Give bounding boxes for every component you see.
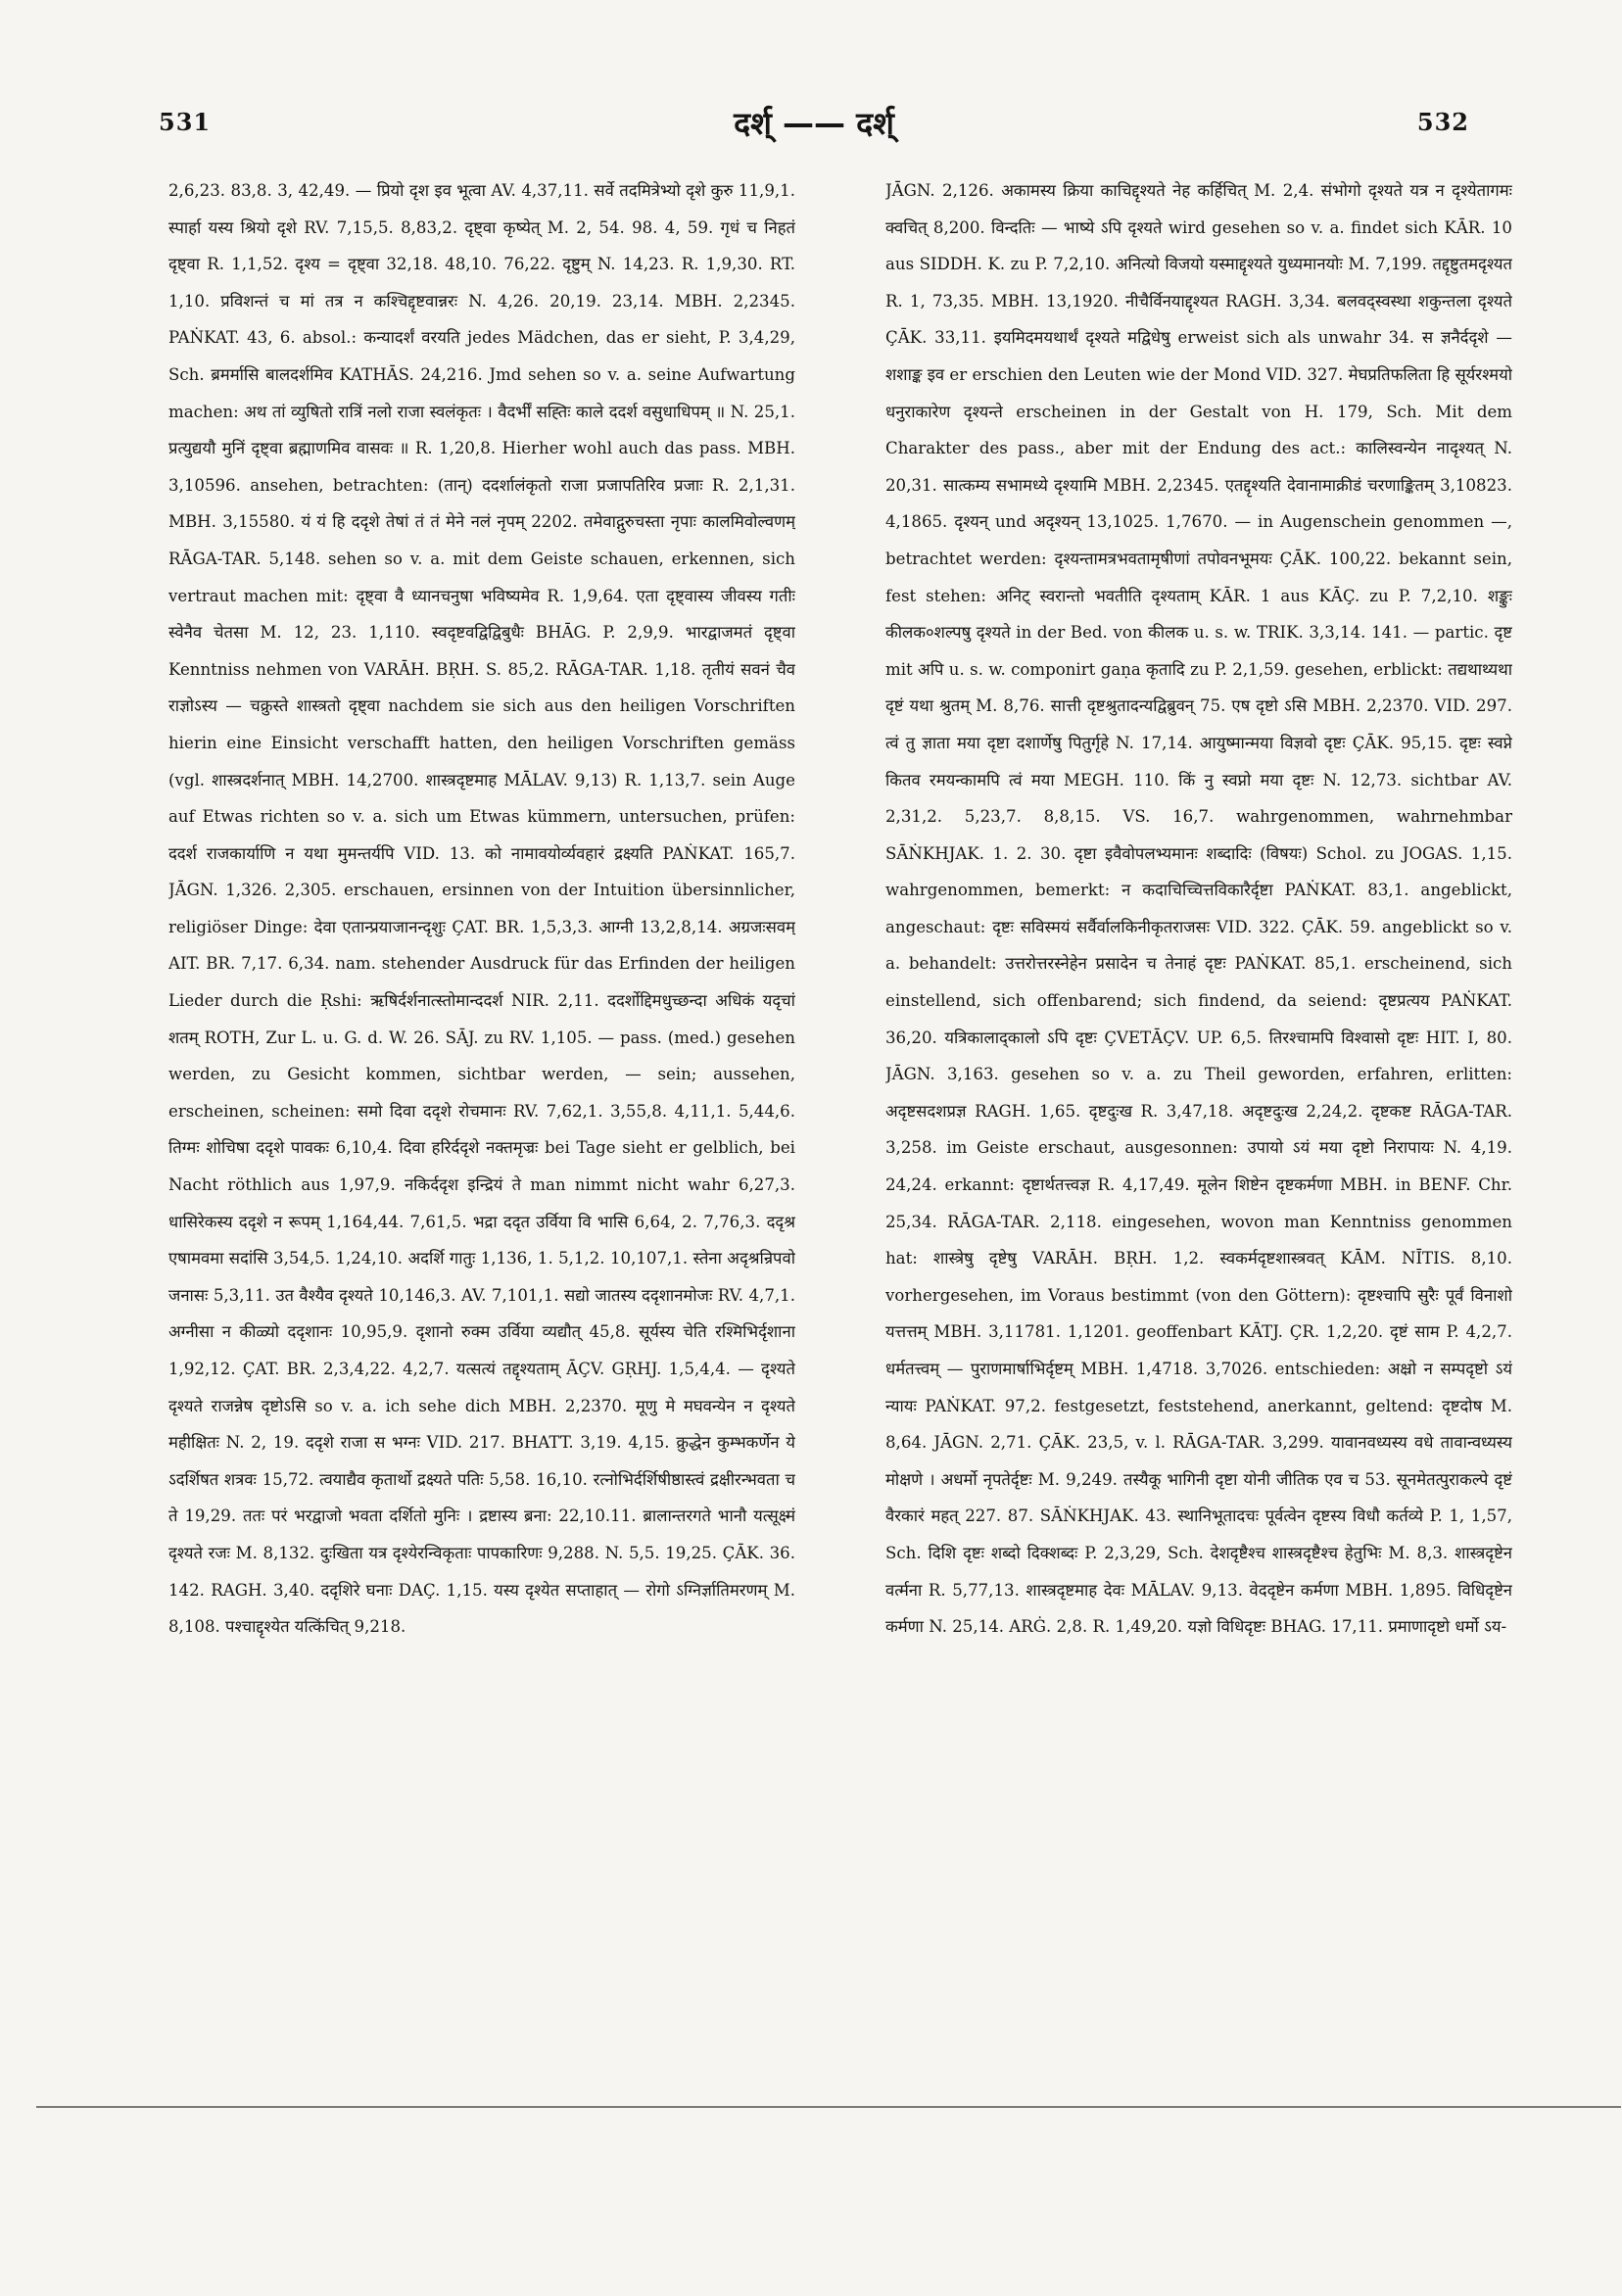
running-head: दर्श् —— दर्श् <box>734 105 894 142</box>
footer-rule <box>36 2106 1621 2108</box>
page-number-left: 531 <box>159 108 212 136</box>
left-column-text: 2,6,23. 83,8. 3, 42,49. — प्रियो दृश इव भूत्वा AV. 4,37,11. सर्वे तदमित्रेभ्यो दृशे कुरु 11,9,1. स्पार्हा यस्य श्रियो दृशे RV. 7,15,5. 8,83,2. दृष्ट्वा कृष्येत् M. 2, 54. 98. 4, 59. गृधं च निहतं दृष्ट्वा R. 1,1,52. दृश्य = दृष्ट्वा 32,18. 48,10. 76,22. दृष्टुम् N. 14,23. R. 1,9,30. RT. 1,10. प्रविशन्तं च मां तत्र न कश्चिद्दृष्टवान्नरः N. 4,26. 20,19. 23,14. MBH. 2,2345. PAṄKAT. 43, 6. absol.: कन्यादर्शं वरयति jedes Mädchen, das er sieht, P. 3,4,29, Sch. ब्रमर्मासि बालदर्शमिव KATHĀS. 24,216. Jmd sehen so v. a. seine Aufwartung machen: अथ तां व्युषितो रात्रिं नलो राजा स्वलंकृतः । वैदर्भीं सह्तिः काले ददर्श वसुधाधिपम् ॥ N. 25,1. प्रत्युद्ययौ मुनिं दृष्ट्वा ब्रह्माणमिव वासवः ॥ R. 1,20,8. Hierher wohl auch das pass. MBH. 3,10596. ansehen, betrachten: (तान्) ददर्शालंकृतो राजा प्रजापतिरिव प्रजाः R. 2,1,31. MBH. 3,15580. यं यं हि ददृशे तेषां तं तं मेने नलं नृपम् 2202. तमेवाद्गुरुचस्ता नृपाः कालमिवोल्वणम् RĀGA-TAR. 5,148. sehen so v. a. mit dem Geiste schauen, erkennen, sich vertraut machen mit: दृष्ट्वा वै ध्यानचनुषा भविष्यमेव R. 1,9,64. एता दृष्ट्वास्य जीवस्य गतीः स्वेनैव चेतसा M. 12, 23. 1,110. स्वदृष्टवद्विद्विबुधैः BHĀG. P. 2,9,9. भारद्वाजमतं दृष्ट्वा Kenntniss nehmen von VARĀH. BṚH. S. 85,2. RĀGA-TAR. 1,18. तृतीयं सवनं चैव राज्ञोऽस्य — चक्रुस्ते शास्त्रतो दृष्ट्वा nachdem sie sich aus den heiligen Vorschriften hierin eine Einsicht verschafft hatten, den heiligen Vorschriften gemäss (vgl. शास्त्रदर्शनात् MBH. 14,2700. शास्त्रदृष्टमाह MĀLAV. 9,13) R. 1,13,7. sein Auge auf Etwas richten so v. a. sich um Etwas kümmern, untersuchen, prüfen: ददर्श राजकार्याणि न यथा मुमन्तर्यपि VID. 13. को नामावयोर्व्यवहारं द्रक्ष्यति PAṄKAT. 165,7. JĀGN. 1,326. 2,305. erschauen, ersinnen von der Intuition übersinnlicher, religiöser Dinge: देवा एतान्प्रयाजानन्दृशुः ÇAT. BR. 1,5,3,3. आग्नी 13,2,8,14. अग्रजःसवम् AIT. BR. 7,17. 6,34. nam. stehender Ausdruck für das Erfinden der heiligen Lieder durch die Ṛshi: ऋषिर्दर्शनात्स्तोमान्ददर्श NIR. 2,11. ददर्शोद्दिमधुच्छन्दा अधिकं यदृचां शतम् ROTH, Zur L. u. G. d. W. 26. SĀJ. zu RV. 1,105. — pass. (med.) gesehen werden, zu Gesicht kommen, sichtbar werden, — sein; aussehen, erscheinen, scheinen: समो दिवा ददृशे रोचमानः RV. 7,62,1. 3,55,8. 4,11,1. 5,44,6. तिग्मः शोचिषा ददृशे पावकः 6,10,4. दिवा हरिर्ददृशे नक्तमृज्रः bei Tage sieht er gelblich, bei Nacht röthlich aus 1,97,9. नकिर्ददृश इन्द्रियं ते man nimmt nicht wahr 6,27,3. धासिरेकस्य ददृशे न रूपम् 1,164,44. 7,61,5. भद्रा ददृत उर्विया वि भासि 6,64, 2. 7,76,3. ददृश्र एषामवमा सदांसि 3,54,5. 1,24,10. अदर्शि गातुः 1,136, 1. 5,1,2. 10,107,1. स्तेना अदृश्रन्रिपवो जनासः 5,3,11. उत वैश्यैव दृश्यते 10,146,3. AV. 7,101,1. सद्यो जातस्य ददृशानमोजः RV. 4,7,1. अग्नीसा न कीळ्यो ददृशानः 10,95,9. दृशानो रुक्म उर्विया व्यद्यौत् 45,8. सूर्यस्य चेति रश्मिभिर्दृशाना 1,92,12. ÇAT. BR. 2,3,4,22. 4,2,7. यत्सत्यं तद्दृश्यताम् ĀÇV. GṚHJ. 1,5,4,4. — दृश्यते दृश्यते राजन्नेष दृष्टोऽसि so v. a. ich sehe dich MBH. 2,2370. मूणु मे मघवन्येन न दृश्यते महीक्षितः N. 2, 19. ददृशे राजा स भग्नः VID. 217. BHATT. 3,19. 4,15. क्रुद्धेन कुम्भकर्णेन ये ऽदर्शिषत शत्रवः 15,72. त्वयाद्यैव कृतार्थो द्रक्ष्यते पतिः 5,58. 16,10. रत्नोभिर्दर्शिषीष्ठास्त्वं द्रक्षीरन्भवता च ते 19,29. ततः परं भरद्वाजो भवता दर्शितो मुनिः । द्रष्टास्य ब्रना: 22,10.11. ब्रालान्तरगते भानौ यत्सूक्ष्मं दृश्यते रजः M. 8,132. दुःखिता यत्र दृश्येरन्विकृताः पापकारिणः 9,288. N. 5,5. 19,25. ÇĀK. 36. 142. RAGH. 3,40. ददृशिरे घनाः DAÇ. 1,15. यस्य दृश्येत सप्ताहात् — रोगो ऽग्निर्ज्ञातिमरणम् M. 8,108. पश्चाद्दृश्येत यत्किंचित् 9,218. <box>168 181 795 1637</box>
page-header <box>159 102 1469 145</box>
right-column-text: JĀGN. 2,126. अकामस्य क्रिया काचिद्दृश्यते नेह कर्हिचित् M. 2,4. संभोगो दृश्यते यत्र न दृश्येतागमः क्वचित् 8,200. विन्दतिः — भाष्ये ऽपि दृश्यते wird gesehen so v. a. findet sich KĀR. 10 aus SIDDH. K. zu P. 7,2,10. अनित्यो विजयो यस्माद्दृश्यते युध्यमानयोः M. 7,199. तद्दृष्टुतमदृश्यत R. 1, 73,35. MBH. 13,1920. नीचैर्विनयाद्दृश्यत RAGH. 3,34. बलवद्स्वस्था शकुन्तला दृश्यते ÇĀK. 33,11. इयमिदमयथार्थं दृश्यते मद्विधेषु erweist sich als unwahr 34. स ज्ञनैर्ददृशे — शशाङ्क इव er erschien den Leuten wie der Mond VID. 327. मेघप्रतिफलिता हि सूर्यरश्मयो धनुराकारेण दृश्यन्ते erscheinen in der Gestalt von H. 179, Sch. Mit dem Charakter des pass., aber mit der Endung des act.: कालिस्वन्येन नादृश्यत् N. 20,31. सात्कम्य सभामध्ये दृश्यामि MBH. 2,2345. एतद्दृश्यति देवानामाक्रीडं चरणाङ्कितम् 3,10823. 4,1865. दृश्यन् und अदृश्यन् 13,1025. 1,7670. — in Augenschein genommen —, betrachtet werden: दृश्यन्तामत्रभवतामृषीणां तपोवनभूमयः ÇĀK. 100,22. bekannt sein, fest stehen: अनिट् स्वरान्तो भवतीति दृश्यताम् KĀR. 1 aus KĀÇ. zu P. 7,2,10. शङ्कुः कीलक०शल्पषु दृश्यते in der Bed. von कीलक u. s. w. TRIK. 3,3,14. 141. — partic. दृष्ट mit अपि u. s. w. componirt gaṇa कृतादि zu P. 2,1,59. gesehen, erblickt: तद्यथाथ्यथा दृष्टं यथा श्रुतम् M. 8,76. सात्ती दृष्टश्रुतादन्यद्विब्रुवन् 75. एष दृष्टो ऽसि MBH. 2,2370. VID. 297. त्वं तु ज्ञाता मया दृष्टा दशार्णेषु पितुर्गृहे N. 17,14. आयुष्मान्मया विज्ञवो दृष्टः ÇĀK. 95,15. दृष्टः स्वप्ने कितव रमयन्कामपि त्वं मया MEGH. 110. किं नु स्वप्नो मया दृष्टः N. 12,73. sichtbar AV. 2,31,2. 5,23,7. 8,8,15. VS. 16,7. wahrgenommen, wahrnehmbar SĀṄKHJAK. 1. 2. 30. दृष्टा इवैवोपलभ्यमानः शब्दादिः (विषयः) Schol. zu JOGAS. 1,15. wahrgenommen, bemerkt: न कदाचिच्चित्तविकारैर्दृष्टा PAṄKAT. 83,1. angeblickt, angeschaut: दृष्टः सविस्मयं सर्वैर्वालकिनीकृतराजसः VID. 322. ÇĀK. 59. angeblickt so v. a. behandelt: उत्तरोत्तरस्नेहेन प्रसादेन च तेनाहं दृष्टः PAṄKAT. 85,1. erscheinend, sich einstellend, sich offenbarend; sich findend, da seiend: दृष्टप्रत्यय PAṄKAT. 36,20. यत्रिकालाद्कालो ऽपि दृष्टः ÇVETĀÇV. UP. 6,5. तिरश्चामपि विश्वासो दृष्टः HIT. I, 80. JĀGN. 3,163. gesehen so v. a. zu Theil geworden, erfahren, erlitten: अदृष्टसदशप्रज्ञ RAGH. 1,65. दृष्टदुःख R. 3,47,18. अदृष्टदुःख 2,24,2. दृष्टकष्ट RĀGA-TAR. 3,258. im Geiste erschaut, ausgesonnen: उपायो ऽयं मया दृष्टो निरापायः N. 4,19. 24,24. erkannt: दृष्टार्थतत्त्वज्ञ R. 4,17,49. मूलेन शिष्टेन दृष्टकर्मणा MBH. in BENF. Chr. 25,34. RĀGA-TAR. 2,118. eingesehen, wovon man Kenntniss genommen hat: शास्त्रेषु दृष्टेषु VARĀH. BṚH. 1,2. स्वकर्मदृष्टशास्त्रवत् KĀM. NĪTIS. 8,10. vorhergesehen, im Voraus bestimmt (von den Göttern): दृष्टश्चापि सुरैः पूर्वं विनाशो यत्तत्तम् MBH. 3,11781. 1,1201. geoffenbart KĀTJ. ÇR. 1,2,20. दृष्टं साम P. 4,2,7. धर्मतत्त्वम् — पुराणमार्षाभिर्दृष्टम् MBH. 1,4718. 3,7026. entschieden: अक्ष्रो न सम्पदृष्टो ऽयं न्यायः PAṄKAT. 97,2. festgesetzt, feststehend, anerkannt, geltend: दृष्टदोष M. 8,64. JĀGN. 2,71. ÇĀK. 23,5, v. l. RĀGA-TAR. 3,299. यावानवध्यस्य वधे तावान्वध्यस्य मोक्षणे । अधर्मो नृपतेर्दृष्टः M. 9,249. तस्यैकू भागिनी दृष्टा योनी जीतिक एव च 53. सूनमेतत्पुराकल्पे दृष्टं वैरकारं महत् 227. 87. SĀṄKHJAK. 43. स्थानिभूतादचः पूर्वत्वेन दृष्टस्य विधौ कर्तव्ये P. 1, 1,57, Sch. दिशि दृष्टः शब्दो दिक्शब्दः P. 2,3,29, Sch. देशदृष्टैश्च शास्त्रदृष्टैश्च हेतुभिः M. 8,3. शास्त्रदृष्टेन वर्त्मना R. 5,77,13. शास्त्रदृष्टमाह देवः MĀLAV. 9,13. वेददृष्टेन कर्मणा MBH. 1,895. विधिदृष्टेन कर्मणा N. 25,14. ARĠ. 2,8. R. 1,49,20. यज्ञो विधिदृष्टः BHAG. 17,11. प्रमाणादृष्टो धर्मो ऽय- <box>885 181 1512 1637</box>
page-number-right: 532 <box>1416 108 1469 136</box>
